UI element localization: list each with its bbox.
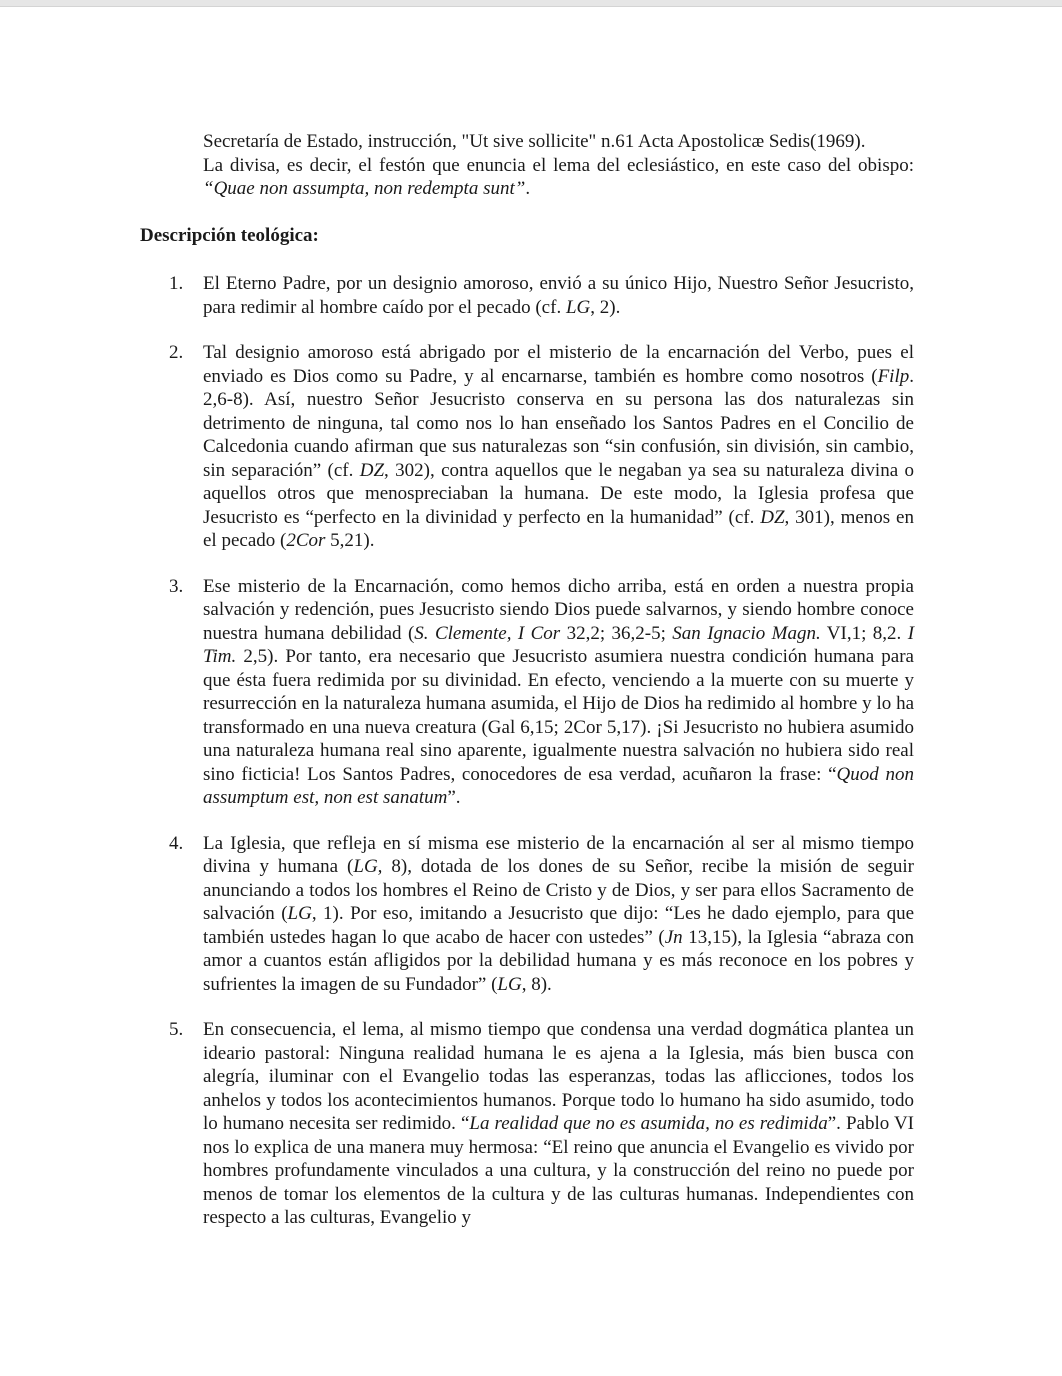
list-item-4: 4. La Iglesia, que refleja en sí misma ese misterio de la encarnación al ser al mismo tiempo divina y humana (LG, 8), dotada de los dones de su Señor, recibe la misión de seguir anunciando a todos los hombres el Reino de Cristo y de Dios, y ser para ellos Sacramento de salvación (LG, 1). Por eso, imitando a Jesucristo que dijo: “Les he dado ejemplo, para que también ustedes hagan lo que acabo de hacer con ustedes” (Jn 13,15), la Iglesia “abraza con amor a cuantos están afligidos por la debilidad humana y es más reconoce en los pobres y sufrientes la imagen de su Fundador” (LG, 8). — [169, 832, 915, 995]
list-item-2: 2. Tal designio amoroso está abrigado por el misterio de la encarnación del Verbo, pues el enviado es Dios como su Padre, y al encarnarse, también es hombre como nosotros (Filp. 2,6-8). Así, nuestro Señor Jesucristo conserva en su persona las dos naturalezas sin detrimento de ninguna, tal como nos lo han enseñado los Santos Padres en el Concilio de Calcedonia cuando afirman que sus naturalezas son “sin confusión, sin división, sin cambio, sin separación” (cf. DZ, 302), contra aquellos que le negaban ya sea su naturaleza divina o aquellos otros que menospreciaban la humana. De este modo, la Iglesia profesa que Jesucristo es “perfecto en la divinidad y perfecto en la humanidad” (cf. DZ, 301), menos en el pecado (2Cor 5,21). — [169, 342, 914, 551]
intro-line-2: La divisa, es decir, el festón que enuncia el lema del eclesiástico, en este caso del obispo: — [203, 154, 914, 176]
list-number: 2. — [169, 342, 184, 363]
list-number: 3. — [169, 575, 184, 597]
intro-paragraph: Secretaría de Estado, instrucción, "Ut sive sollicite" n.61 Acta Apostolicæ Sedis(1969). La divisa, es decir, el festón que enuncia el lema del eclesiástico, en este caso del obispo: “Quae non assumpta, non redempta sunt”. — [203, 131, 914, 199]
list-number: 4. — [169, 832, 184, 854]
list-item-1: 1. El Eterno Padre, por un designio amoroso, envió a su único Hijo, Nuestro Señor Jesucristo, para redimir al hombre caído por el pecado (cf. LG, 2). — [169, 273, 914, 318]
list-number: 5. — [169, 1019, 184, 1040]
list-number: 1. — [169, 273, 184, 294]
numbered-list — [169, 272, 915, 1252]
motto-text: “Quae non assumpta, non redempta sunt” — [203, 178, 526, 199]
list-item-5: 5. En consecuencia, el lema, al mismo tiempo que condensa una verdad dogmática plantea un ideario pastoral: Ninguna realidad humana le es ajena a la Iglesia, más bien busca con alegría, iluminar con el Evangelio todas las esperanzas, todas las aflicciones, todos los anhelos y todos los acontecimientos humanos. Porque todo lo humano ha sido asumido, todo lo humano necesita ser redimido. “La realidad que no es asumida, no es redimida”. Pablo VI nos lo explica de una manera muy hermosa: “El reino que anuncia el Evangelio es vivido por hombres profundamente vinculados a una cultura, y la construcción del reino no puede por menos de tomar los elementos de la cultura y de las culturas humanas. Independientes con respecto a las culturas, Evangelio y — [169, 1019, 914, 1228]
section-heading: Descripción teológica: — [140, 225, 319, 246]
intro-line-1: Secretaría de Estado, instrucción, "Ut sive sollicite" n.61 Acta Apostolicæ Sedis(1969). — [203, 131, 866, 152]
list-item-3: 3. Ese misterio de la Encarnación, como hemos dicho arriba, está en orden a nuestra propia salvación y redención, pues Jesucristo siendo Dios puede salvarnos, y siendo hombre conoce nuestra humana debilidad (S. Clemente, I Cor 32,2; 36,2-5; San Ignacio Magn. VI,1; 8,2. I Tim. 2,5). Por tanto, era necesario que Jesucristo asumiera nuestra condición humana para que ésta fuera redimida por su divinidad. En efecto, venciendo a la muerte con su muerte y resurrección en la naturaleza humana asumida, el Hijo de Dios ha redimido al hombre y lo ha transformado en una nueva creatura (Gal 6,15; 2Cor 5,17). ¡Si Jesucristo no hubiera asumido una naturaleza humana real sino aparente, igualmente nuestra salvación no hubiera sido real sino ficticia! Los Santos Padres, conocedores de esa verdad, acuñaron la frase: “Quod non assumptum est, non est sanatum”. — [169, 575, 915, 808]
